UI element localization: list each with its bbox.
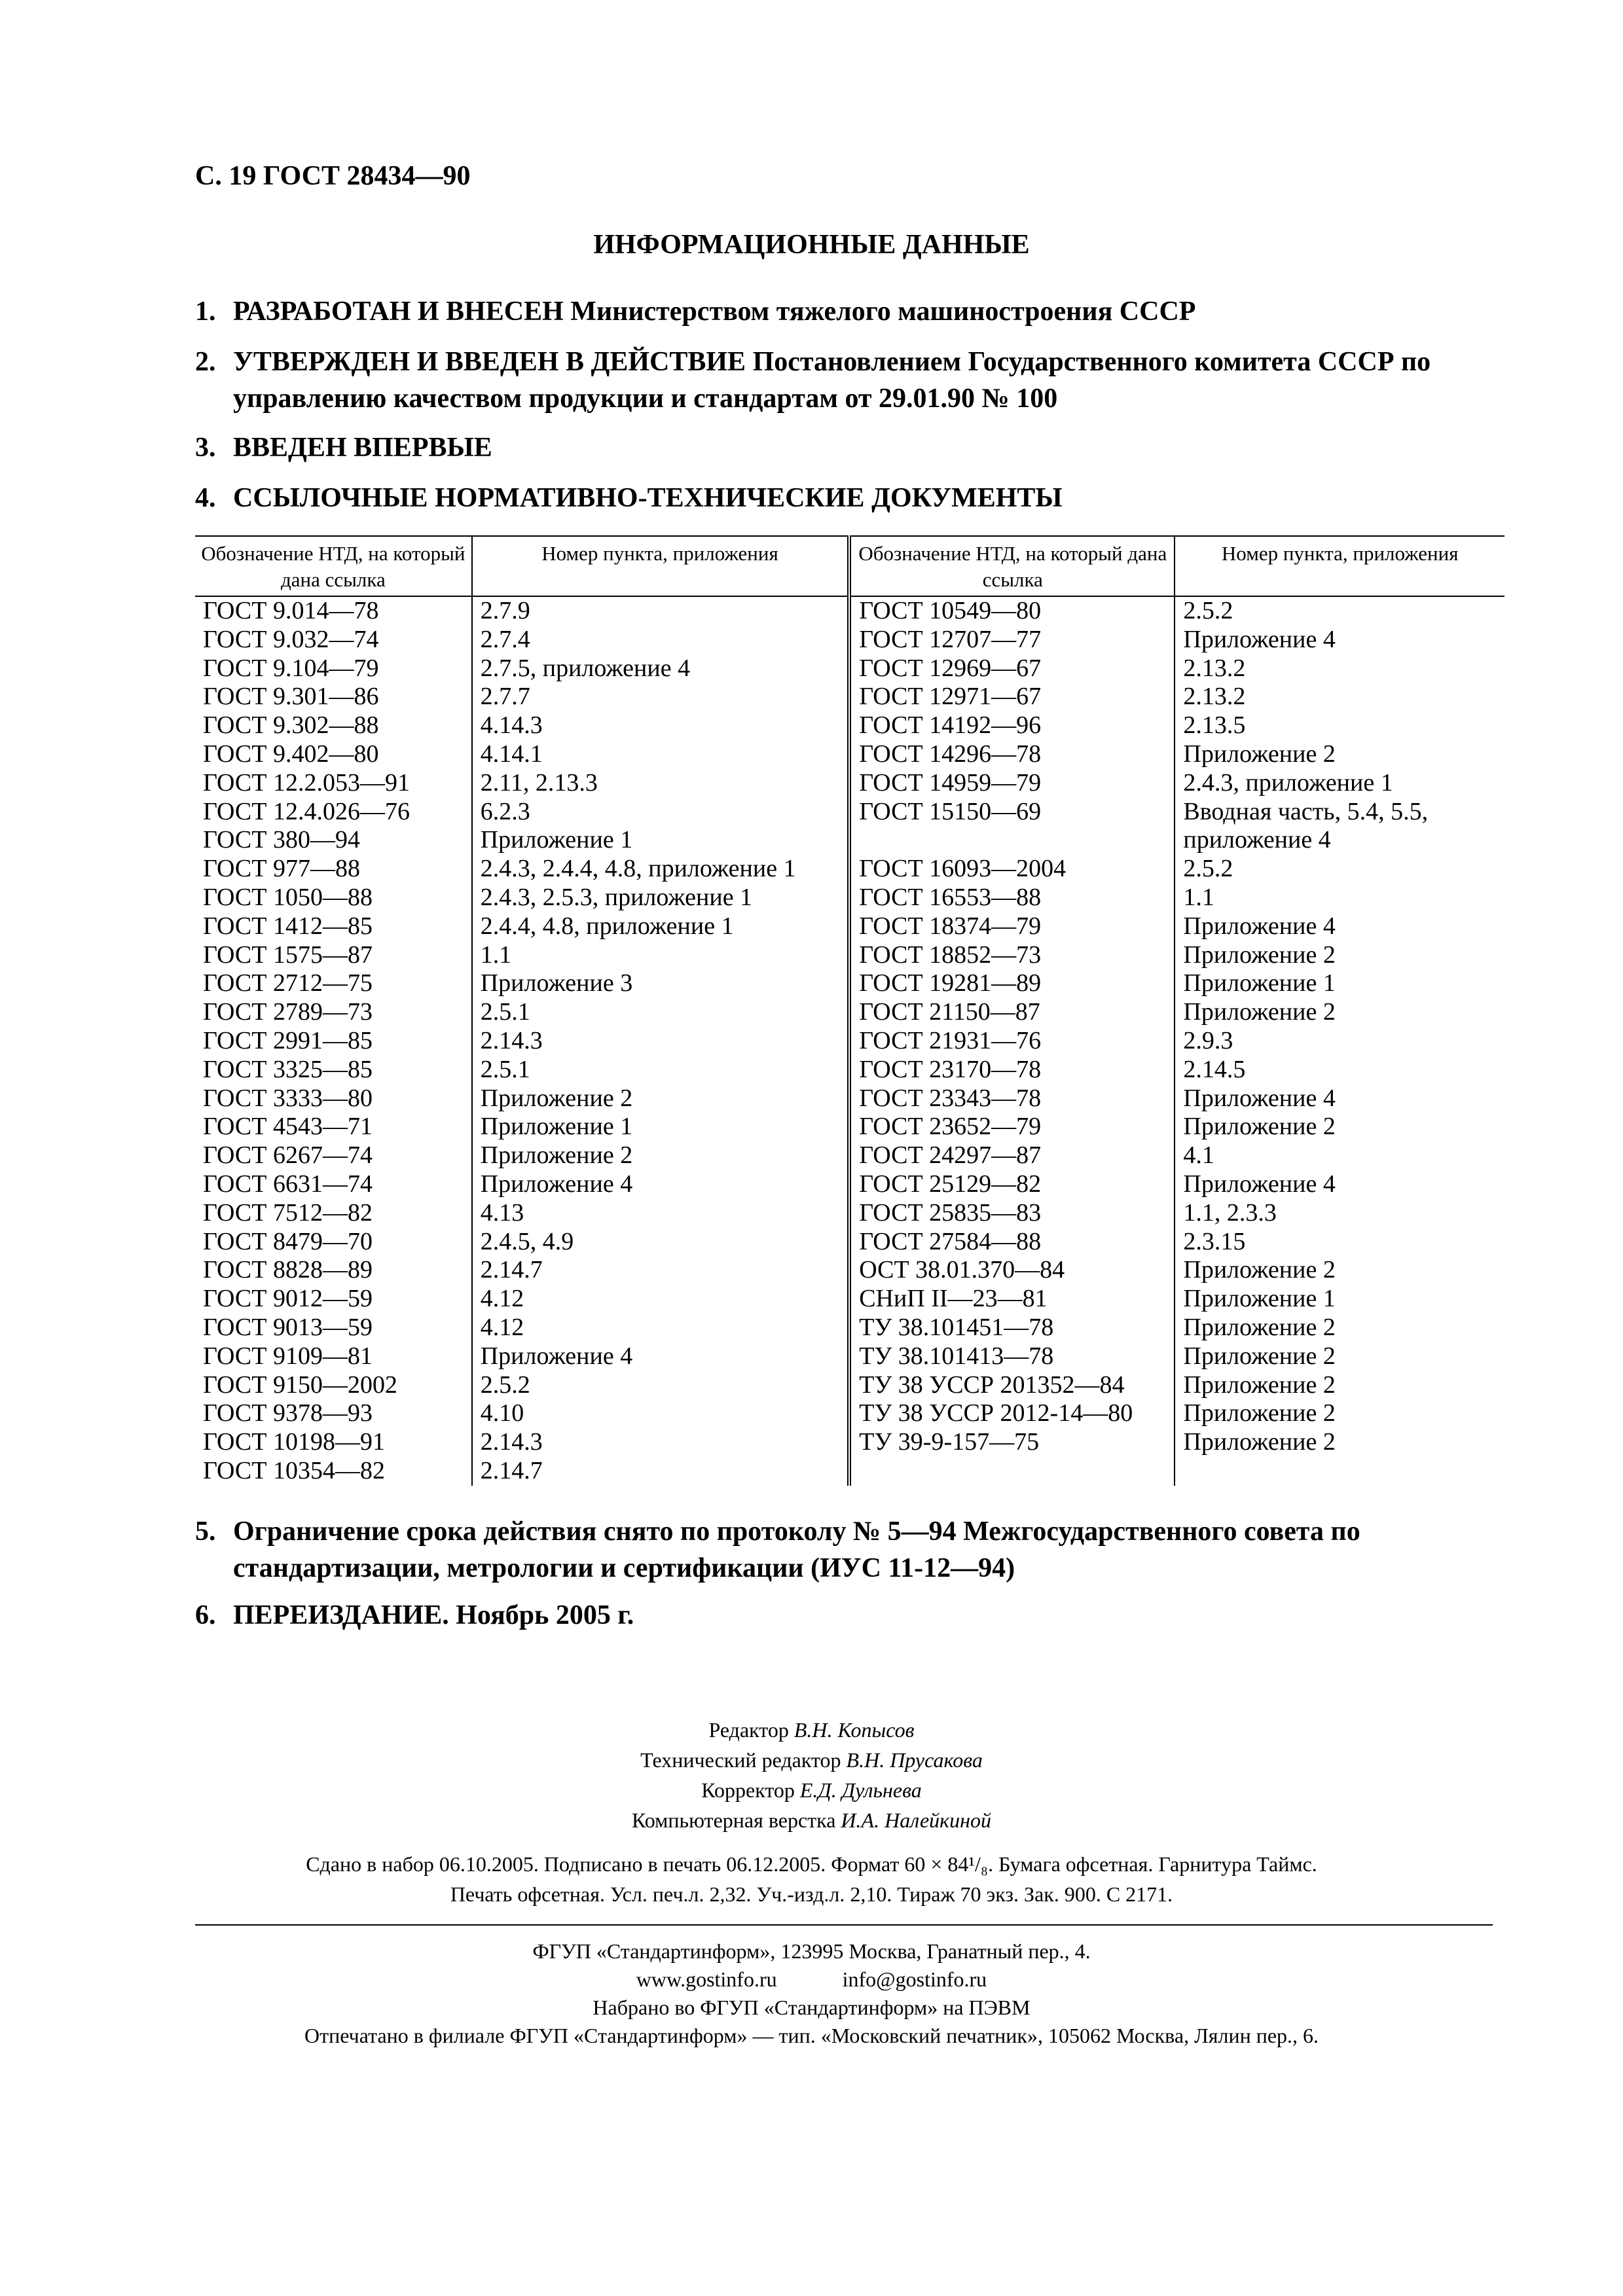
print-info-line: Печать офсетная. Усл. печ.л. 2,32. Уч.-изд.л. 2,10. Тираж 70 экз. Зак. 900. С 2171. bbox=[450, 1882, 1173, 1906]
item-text: УТВЕРЖДЕН И ВВЕДЕН В ДЕЙСТВИЕ Постановлением Государственного комитета СССР по управлению качеством продукции и стандартам от 29.01.90 № 100 bbox=[233, 347, 1431, 414]
clause-number-cell: 1.1 bbox=[472, 941, 849, 970]
ntd-designation-cell: ГОСТ 8479—70 bbox=[203, 1227, 373, 1255]
clause-number-cell: 2.4.5, 4.9 bbox=[472, 1228, 849, 1257]
printed-note: Отпечатано в филиале ФГУП «Стандартинформ» — тип. «Московский печатник», 105062 Москва, Лялин пер., 6. bbox=[304, 2024, 1319, 2047]
clause-number-cell: 4.14.1 bbox=[472, 740, 849, 769]
credit-name: Е.Д. Дульнева bbox=[799, 1778, 922, 1802]
credits-block bbox=[0, 1715, 1623, 1835]
table-row bbox=[195, 798, 1504, 827]
credit-name: И.А. Налейкиной bbox=[841, 1808, 991, 1832]
ntd-designation-cell: ГОСТ 12707—77 bbox=[849, 626, 1175, 655]
table-row bbox=[195, 1199, 1504, 1228]
ntd-designation-cell: ГОСТ 12969—67 bbox=[849, 655, 1175, 683]
table-row bbox=[195, 1371, 1504, 1400]
table-row bbox=[195, 683, 1504, 711]
table-row bbox=[195, 998, 1504, 1027]
ntd-designation-cell: ГОСТ 9.104—79 bbox=[203, 654, 379, 682]
table-row bbox=[195, 884, 1504, 912]
ntd-designation-cell: ГОСТ 2789—73 bbox=[203, 998, 373, 1026]
clause-number-cell: Приложение 2 bbox=[472, 1085, 849, 1113]
ntd-designation-cell bbox=[849, 1457, 1175, 1486]
ntd-designation-cell: ГОСТ 9.402—80 bbox=[203, 740, 379, 768]
item-number: 4. bbox=[195, 483, 216, 513]
clause-number-cell: 2.14.3 bbox=[472, 1027, 849, 1056]
item-number: 5. bbox=[195, 1516, 216, 1547]
print-info-line: Сдано в набор 06.10.2005. Подписано в печать 06.12.2005. Формат 60 × 84¹/₈. Бумага офсетная. Гарнитура Таймс. bbox=[306, 1852, 1317, 1876]
clause-number-cell: Приложение 1 bbox=[1175, 969, 1504, 998]
clause-number-cell: 2.5.2 bbox=[1175, 596, 1504, 626]
clause-number-cell: Приложение 2 bbox=[1175, 1428, 1504, 1457]
ntd-designation-cell: ГОСТ 4543—71 bbox=[203, 1113, 373, 1141]
clause-number-cell: 4.13 bbox=[472, 1199, 849, 1228]
ntd-designation-cell: ГОСТ 9378—93 bbox=[203, 1399, 373, 1427]
clause-number-cell: 1.1 bbox=[1175, 884, 1504, 912]
clause-number-cell: Приложение 2 bbox=[1175, 1314, 1504, 1342]
ntd-designation-cell: ГОСТ 9150—2002 bbox=[203, 1371, 397, 1399]
ntd-designation-cell: ГОСТ 10549—80 bbox=[849, 596, 1175, 626]
ntd-designation-cell: ГОСТ 18374—79 bbox=[849, 912, 1175, 941]
table-row bbox=[195, 769, 1504, 798]
clause-number-cell: Приложение 4 bbox=[472, 1170, 849, 1199]
table-row bbox=[195, 1141, 1504, 1170]
section-title: ИНФОРМАЦИОННЫЕ ДАННЫЕ bbox=[593, 230, 1030, 260]
ntd-designation-cell: ГОСТ 27584—88 bbox=[849, 1228, 1175, 1257]
credit-line bbox=[0, 1775, 1623, 1805]
ntd-designation-cell: ГОСТ 16093—2004 bbox=[849, 855, 1175, 884]
ntd-designation-cell: ГОСТ 12.2.053—91 bbox=[203, 768, 410, 797]
clause-number-cell: Приложение 2 bbox=[1175, 941, 1504, 970]
table-row bbox=[195, 941, 1504, 970]
credit-role: Корректор bbox=[701, 1778, 795, 1802]
table-row bbox=[195, 1085, 1504, 1113]
table-row bbox=[195, 1428, 1504, 1457]
item-number: 3. bbox=[195, 433, 216, 463]
ntd-designation-cell: ГОСТ 9.301—86 bbox=[203, 683, 379, 711]
table-row bbox=[195, 655, 1504, 683]
clause-number-cell: 2.5.2 bbox=[472, 1371, 849, 1400]
ntd-designation-cell: ГОСТ 10198—91 bbox=[203, 1428, 385, 1456]
table-row bbox=[195, 1285, 1504, 1314]
ntd-designation-cell: ТУ 39-9-157—75 bbox=[849, 1428, 1175, 1457]
page-header: С. 19 ГОСТ 28434—90 bbox=[195, 161, 471, 191]
table-row bbox=[195, 1170, 1504, 1199]
clause-number-cell: приложение 4 bbox=[1175, 826, 1504, 855]
credit-line bbox=[0, 1715, 1623, 1745]
ntd-designation-cell: ГОСТ 16553—88 bbox=[849, 884, 1175, 912]
item-text: ВВЕДЕН ВПЕРВЫЕ bbox=[233, 433, 492, 463]
ntd-designation-cell: ОСТ 38.01.370—84 bbox=[849, 1256, 1175, 1285]
ntd-designation-cell: ГОСТ 2991—85 bbox=[203, 1026, 373, 1054]
table-row bbox=[195, 1056, 1504, 1085]
column-header: Номер пункта, приложения bbox=[1175, 536, 1504, 596]
table-row bbox=[195, 1228, 1504, 1257]
ntd-designation-cell: ГОСТ 18852—73 bbox=[849, 941, 1175, 970]
clause-number-cell: Приложение 4 bbox=[1175, 1085, 1504, 1113]
clause-number-cell: 2.4.4, 4.8, приложение 1 bbox=[472, 912, 849, 941]
clause-number-cell: 2.14.7 bbox=[472, 1256, 849, 1285]
ntd-designation-cell: ГОСТ 9012—59 bbox=[203, 1285, 373, 1313]
clause-number-cell: 2.14.3 bbox=[472, 1428, 849, 1457]
clause-number-cell: 2.11, 2.13.3 bbox=[472, 769, 849, 798]
ntd-designation-cell: ГОСТ 6631—74 bbox=[203, 1170, 373, 1198]
ntd-designation-cell: ГОСТ 9.302—88 bbox=[203, 711, 379, 740]
credit-name: В.Н. Копысов bbox=[793, 1718, 915, 1742]
clause-number-cell: Приложение 2 bbox=[1175, 998, 1504, 1027]
clause-number-cell: Приложение 1 bbox=[472, 826, 849, 855]
item-number: 1. bbox=[195, 296, 216, 327]
item-text: Ограничение срока действия снято по протоколу № 5—94 Межгосударственного совета по стандартизации, метрологии и сертификации (ИУС 11-12—94) bbox=[233, 1516, 1360, 1583]
clause-number-cell: Приложение 4 bbox=[472, 1342, 849, 1371]
clause-number-cell: Приложение 2 bbox=[1175, 1256, 1504, 1285]
table-row bbox=[195, 1027, 1504, 1056]
clause-number-cell: 2.5.1 bbox=[472, 1056, 849, 1085]
table-header-row bbox=[195, 536, 1504, 596]
ntd-designation-cell: ГОСТ 1575—87 bbox=[203, 941, 373, 969]
table-row bbox=[195, 1314, 1504, 1342]
clause-number-cell: 2.7.5, приложение 4 bbox=[472, 655, 849, 683]
typeset-note: Набрано во ФГУП «Стандартинформ» на ПЭВМ bbox=[593, 1996, 1030, 2019]
clause-number-cell: Приложение 2 bbox=[1175, 1399, 1504, 1428]
ntd-designation-cell: ГОСТ 3333—80 bbox=[203, 1084, 373, 1112]
print-info bbox=[0, 1849, 1623, 1909]
ntd-designation-cell: ГОСТ 10354—82 bbox=[203, 1456, 385, 1484]
credit-name: В.Н. Прусакова bbox=[846, 1748, 983, 1772]
clause-number-cell: 4.12 bbox=[472, 1285, 849, 1314]
clause-number-cell: Приложение 2 bbox=[472, 1141, 849, 1170]
item-text: ССЫЛОЧНЫЕ НОРМАТИВНО-ТЕХНИЧЕСКИЕ ДОКУМЕНТЫ bbox=[233, 483, 1063, 513]
table-row bbox=[195, 969, 1504, 998]
table-row bbox=[195, 596, 1504, 626]
ntd-designation-cell: ГОСТ 21931—76 bbox=[849, 1027, 1175, 1056]
clause-number-cell: 2.4.3, приложение 1 bbox=[1175, 769, 1504, 798]
info-item-1 bbox=[195, 293, 1531, 330]
clause-number-cell: Приложение 1 bbox=[1175, 1285, 1504, 1314]
info-item-3 bbox=[195, 429, 1531, 466]
ntd-designation-cell: ТУ 38 УССР 2012-14—80 bbox=[849, 1399, 1175, 1428]
ntd-designation-cell: ГОСТ 9109—81 bbox=[203, 1342, 373, 1370]
column-header: Номер пункта, приложения bbox=[472, 536, 849, 596]
table-row bbox=[195, 855, 1504, 884]
item-text: РАЗРАБОТАН И ВНЕСЕН Министерством тяжелого машиностроения СССР bbox=[233, 296, 1196, 327]
credit-role: Технический редактор bbox=[640, 1748, 841, 1772]
publisher-contacts bbox=[0, 1965, 1623, 1994]
clause-number-cell: Приложение 3 bbox=[472, 969, 849, 998]
credit-role: Редактор bbox=[708, 1718, 789, 1742]
table-row bbox=[195, 1457, 1504, 1486]
table-row bbox=[195, 626, 1504, 655]
credit-line bbox=[0, 1745, 1623, 1775]
ntd-designation-cell: ГОСТ 6267—74 bbox=[203, 1141, 373, 1170]
ntd-designation-cell: ГОСТ 23652—79 bbox=[849, 1113, 1175, 1141]
ntd-designation-cell: ГОСТ 1412—85 bbox=[203, 912, 373, 940]
clause-number-cell: 6.2.3 bbox=[472, 798, 849, 827]
clause-number-cell: Приложение 2 bbox=[1175, 1342, 1504, 1371]
ntd-designation-cell: ГОСТ 14959—79 bbox=[849, 769, 1175, 798]
ntd-designation-cell: ТУ 38.101413—78 bbox=[849, 1342, 1175, 1371]
clause-number-cell: 2.3.15 bbox=[1175, 1228, 1504, 1257]
info-item-4 bbox=[195, 480, 1531, 516]
publisher-block bbox=[0, 1937, 1623, 2050]
ntd-designation-cell: ГОСТ 23343—78 bbox=[849, 1085, 1175, 1113]
table-row bbox=[195, 740, 1504, 769]
clause-number-cell: 1.1, 2.3.3 bbox=[1175, 1199, 1504, 1228]
clause-number-cell: 2.14.5 bbox=[1175, 1056, 1504, 1085]
ntd-designation-cell: ГОСТ 12971—67 bbox=[849, 683, 1175, 711]
clause-number-cell: 2.4.3, 2.4.4, 4.8, приложение 1 bbox=[472, 855, 849, 884]
column-header: Обозначение НТД, на который дана ссылка bbox=[849, 536, 1175, 596]
clause-number-cell: Приложение 4 bbox=[1175, 626, 1504, 655]
clause-number-cell: 2.4.3, 2.5.3, приложение 1 bbox=[472, 884, 849, 912]
clause-number-cell: Приложение 4 bbox=[1175, 912, 1504, 941]
info-item-6 bbox=[195, 1597, 1531, 1634]
clause-number-cell: 4.14.3 bbox=[472, 711, 849, 740]
table-row bbox=[195, 826, 1504, 855]
credit-role: Компьютерная верстка bbox=[632, 1808, 836, 1832]
ntd-designation-cell: ГОСТ 9.014—78 bbox=[203, 597, 379, 624]
ntd-designation-cell: ГОСТ 19281—89 bbox=[849, 969, 1175, 998]
info-item-2 bbox=[195, 344, 1531, 417]
ntd-designation-cell: ГОСТ 8828—89 bbox=[203, 1256, 373, 1284]
clause-number-cell: 4.12 bbox=[472, 1314, 849, 1342]
item-number: 2. bbox=[195, 347, 216, 377]
ntd-designation-cell: ГОСТ 3325—85 bbox=[203, 1055, 373, 1083]
ntd-designation-cell: ГОСТ 9.032—74 bbox=[203, 625, 379, 653]
clause-number-cell: 2.9.3 bbox=[1175, 1027, 1504, 1056]
ntd-designation-cell: ГОСТ 2712—75 bbox=[203, 969, 373, 997]
item-number: 6. bbox=[195, 1600, 216, 1630]
clause-number-cell: 4.10 bbox=[472, 1399, 849, 1428]
clause-number-cell bbox=[1175, 1457, 1504, 1486]
clause-number-cell: 2.7.4 bbox=[472, 626, 849, 655]
ntd-designation-cell: ГОСТ 15150—69 bbox=[849, 798, 1175, 827]
table-row bbox=[195, 1342, 1504, 1371]
ntd-designation-cell: ГОСТ 25835—83 bbox=[849, 1199, 1175, 1228]
clause-number-cell: Приложение 2 bbox=[1175, 1113, 1504, 1141]
clause-number-cell: 2.13.2 bbox=[1175, 683, 1504, 711]
ntd-designation-cell: ТУ 38.101451—78 bbox=[849, 1314, 1175, 1342]
ntd-designation-cell: ГОСТ 380—94 bbox=[203, 826, 360, 854]
clause-number-cell: 2.5.2 bbox=[1175, 855, 1504, 884]
clause-number-cell: 2.7.7 bbox=[472, 683, 849, 711]
table-body bbox=[195, 596, 1504, 1486]
clause-number-cell: 2.13.2 bbox=[1175, 655, 1504, 683]
table-row bbox=[195, 1256, 1504, 1285]
clause-number-cell: Приложение 2 bbox=[1175, 1371, 1504, 1400]
ntd-designation-cell: ГОСТ 14192—96 bbox=[849, 711, 1175, 740]
reference-documents-table bbox=[195, 535, 1504, 1486]
clause-number-cell: Приложение 2 bbox=[1175, 740, 1504, 769]
publisher-address: ФГУП «Стандартинформ», 123995 Москва, Гранатный пер., 4. bbox=[532, 1939, 1091, 1963]
clause-number-cell: Вводная часть, 5.4, 5.5, bbox=[1175, 798, 1504, 827]
table-row bbox=[195, 1113, 1504, 1141]
credit-line bbox=[0, 1805, 1623, 1835]
clause-number-cell: 2.5.1 bbox=[472, 998, 849, 1027]
item-text: ПЕРЕИЗДАНИЕ. Ноябрь 2005 г. bbox=[233, 1600, 634, 1630]
ntd-designation-cell: ТУ 38 УССР 201352—84 bbox=[849, 1371, 1175, 1400]
clause-number-cell: 2.14.7 bbox=[472, 1457, 849, 1486]
clause-number-cell: 2.13.5 bbox=[1175, 711, 1504, 740]
info-item-5 bbox=[195, 1513, 1531, 1587]
ntd-designation-cell: ГОСТ 21150—87 bbox=[849, 998, 1175, 1027]
ntd-designation-cell: ГОСТ 1050—88 bbox=[203, 883, 373, 911]
clause-number-cell: 2.7.9 bbox=[472, 596, 849, 626]
divider bbox=[195, 1924, 1493, 1926]
ntd-designation-cell: ГОСТ 12.4.026—76 bbox=[203, 797, 410, 825]
ntd-designation-cell: ГОСТ 24297—87 bbox=[849, 1141, 1175, 1170]
ntd-designation-cell: ГОСТ 14296—78 bbox=[849, 740, 1175, 769]
table-row bbox=[195, 912, 1504, 941]
column-header: Обозначение НТД, на который дана ссылка bbox=[195, 536, 472, 596]
ntd-designation-cell: ГОСТ 9013—59 bbox=[203, 1313, 373, 1341]
ntd-designation-cell: СНиП II—23—81 bbox=[849, 1285, 1175, 1314]
ntd-designation-cell: ГОСТ 25129—82 bbox=[849, 1170, 1175, 1199]
table-row bbox=[195, 711, 1504, 740]
clause-number-cell: 4.1 bbox=[1175, 1141, 1504, 1170]
table-row bbox=[195, 1399, 1504, 1428]
ntd-designation-cell: ГОСТ 977—88 bbox=[203, 855, 360, 883]
website-link[interactable]: www.gostinfo.ru bbox=[636, 1967, 777, 1991]
ntd-designation-cell: ГОСТ 23170—78 bbox=[849, 1056, 1175, 1085]
ntd-designation-cell bbox=[849, 826, 1175, 855]
ntd-designation-cell: ГОСТ 7512—82 bbox=[203, 1198, 373, 1227]
email-link[interactable]: info@gostinfo.ru bbox=[842, 1967, 987, 1991]
clause-number-cell: Приложение 1 bbox=[472, 1113, 849, 1141]
clause-number-cell: Приложение 4 bbox=[1175, 1170, 1504, 1199]
